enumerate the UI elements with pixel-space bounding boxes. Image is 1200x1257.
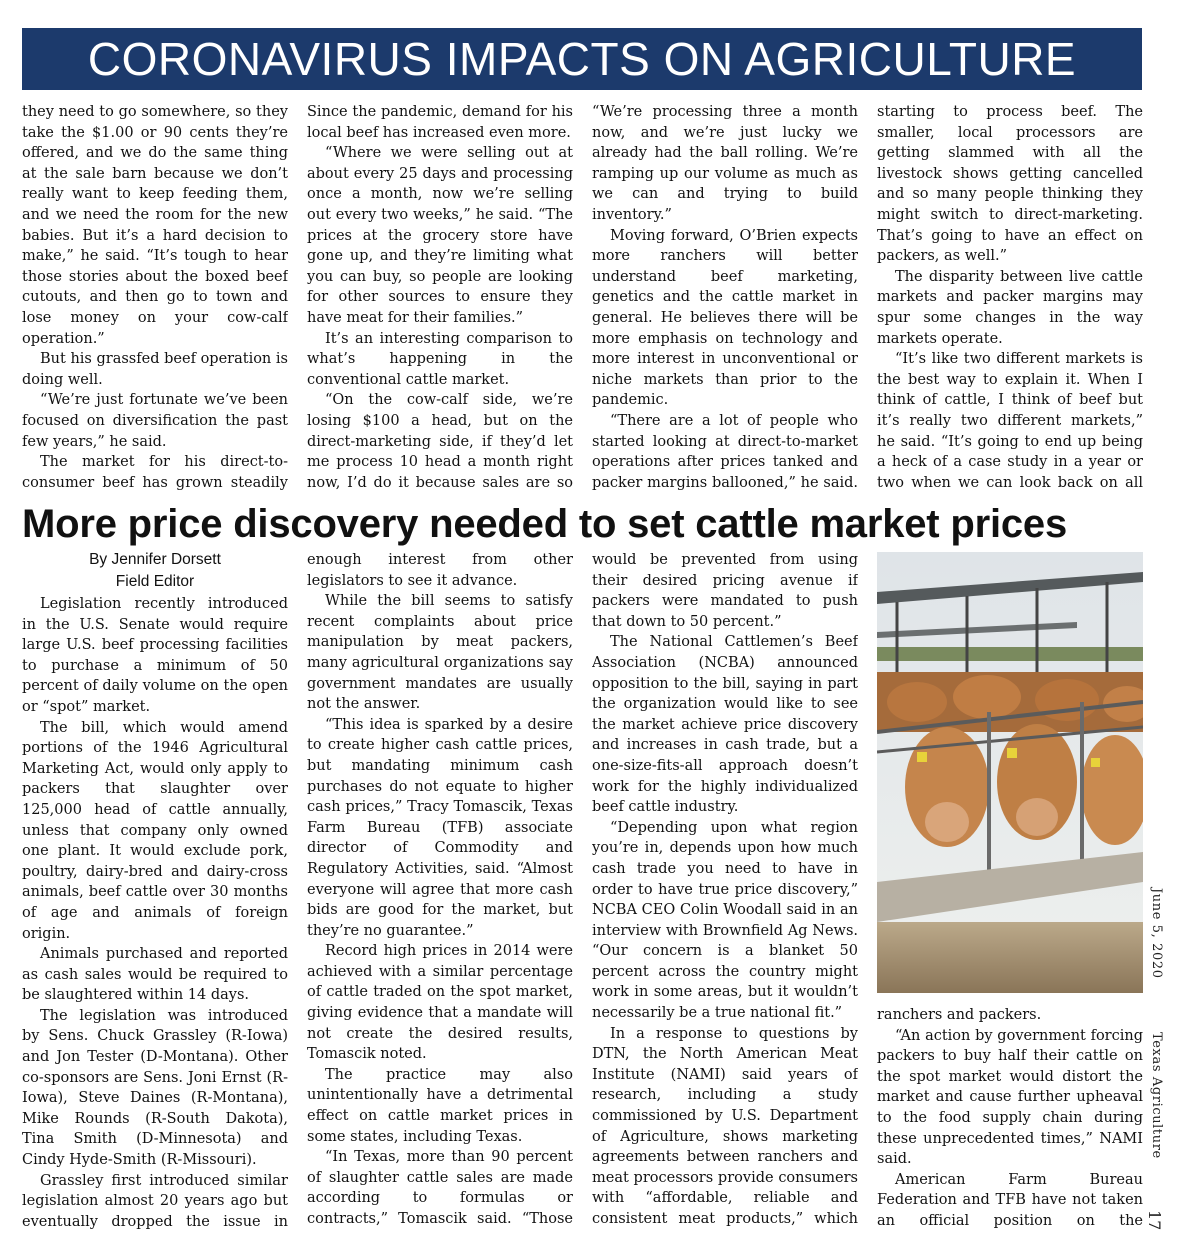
paragraph: While the bill seems to satisfy recent complaints about price manipulation by meat packers, many agricultural organizations say government mandates are usually not the answer. <box>307 593 573 713</box>
paragraph: The bill, which would amend portions of the 1946 Agricultural Marketing Act, would only apply to packers that slaughter over 125,000 head of cattle annually, unless that company only owned one plant. It would exclude pork, poultry, dairy-bred and dairy-cross animals, beef cattle over 30 months of age and animals of foreign origin. <box>22 719 288 942</box>
paragraph: The market for his direct-to-consumer beef has grown steadily <box>22 454 288 491</box>
main-article-column-4 <box>877 1005 1143 1233</box>
paragraph: “On the cow-calf side, we’re losing $100 a head, but on the direct-marketing side, if they’d let me process 10 head a month right now, I’d do it because sales are so <box>307 392 573 491</box>
paragraph: Record high prices in 2014 were achieved with a similar percentage of cattle traded on the spot market, giving evidence that a mandate will not create the desired results, Tomascik noted. <box>307 943 573 1063</box>
paragraph: ranchers and packers. <box>877 1007 1042 1023</box>
top-article-column-1 <box>22 102 288 494</box>
paragraph: “An action by government forcing packers to buy half their cattle on the spot market would distort the market and cause further upheaval to the food supply chain during these unprecedented times,” NAMI said. <box>877 1027 1143 1168</box>
paragraph: “There are a lot of people who started looking at direct-to-market operations after prices tanked and packer margins ballooned,” he said. <box>592 412 858 491</box>
cattle-feedlot-photo <box>877 552 1143 993</box>
paragraph: Animals purchased and reported as cash sales would be required to be slaughtered within 14 days. <box>22 946 288 1004</box>
paragraph: The National Cattlemen’s Beef Association (NCBA) announced opposition to the bill, saying in part the organization would like to see the market achieve price discovery and increases in cash trade, but a one-size-fits-all approach doesn’t work for the highly individualized beef cattle industry. <box>592 634 858 816</box>
section-banner <box>22 28 1142 90</box>
main-article-column-1 <box>22 550 288 1232</box>
paragraph: starting to process beef. The smaller, local processors are getting slammed with all the livestock shows getting cancelled and so many people thinking they might switch to direct-marketing. That’s going to have an effect on packers, as well.” <box>877 104 1143 265</box>
paragraph: enough interest from other legislators to see it advance. <box>307 552 573 589</box>
top-article-column-3 <box>592 102 858 494</box>
paragraph: The practice may also unintentionally have a detrimental effect on cattle market prices in some states, including Texas. <box>307 1066 573 1145</box>
issue-date: June 5, 2020 <box>1149 888 1164 979</box>
paragraph: American Farm Bureau Federation and TFB have not taken an official position on the <box>877 1171 1143 1229</box>
paragraph: “We’re processing three a month now, and we’re just lucky we already had the ball rolling. We’re ramping up our volume as much as we can and trying to build inventory.” <box>592 104 858 223</box>
paragraph: “We’re just fortunate we’ve been focused on diversification the past few years,” he said. <box>22 392 288 450</box>
paragraph: would be prevented from using their desired pricing avenue if packers were mandated to push that down to 50 percent.” <box>592 552 858 630</box>
paragraph: Since the pandemic, demand for his local beef has increased even more. <box>307 104 573 141</box>
paragraph: The legislation was introduced by Sens. Chuck Grassley (R-Iowa) and Jon Tester (D-Montana). Other co-sponsors are Sens. Joni Ernst (R-Iowa), Steve Daines (R-Montana), Mike Rounds (R-South Dakota), Tina Smith (D-Minnesota) and Cindy Hyde-Smith (R-Missouri). <box>22 1007 288 1169</box>
byline-title: Field Editor <box>115 573 195 590</box>
paragraph: Moving forward, O’Brien expects more ranchers will better understand beef marketing, genetics and the cattle market in general. He believes there will be more emphasis on technology and more interest in unconventional or niche markets than prior to the pandemic. <box>592 227 858 409</box>
paragraph: they need to go somewhere, so they take the $1.00 or 90 cents they’re offered, and we do the same thing at the sale barn because we don’t really want to keep feeding them, and we need the room for the new babies. But it’s a hard decision to make,” he said. “It’s tough to hear those stories about the boxed beef cutouts, and then go to town and lose money on your cow-calf operation.” <box>22 104 288 347</box>
main-article-column-2 <box>307 550 573 1232</box>
publication-name: Texas Agriculture <box>1149 1032 1164 1159</box>
top-article-column-2 <box>307 102 573 494</box>
byline-author: By Jennifer Dorsett <box>89 551 221 568</box>
article-headline: More price discovery needed to set cattle market prices <box>22 502 1067 546</box>
paragraph: The disparity between live cattle markets and packer margins may spur some changes in the way markets operate. <box>877 268 1143 347</box>
paragraph: “In Texas, more than 90 percent of slaughter cattle sales are made according to formulas or contracts,” Tomascik said. “Those <box>307 1149 573 1227</box>
section-title: CORONAVIRUS IMPACTS ON AGRICULTURE <box>87 33 1077 85</box>
paragraph: But his grassfed beef operation is doing well. <box>22 351 288 388</box>
paragraph: Grassley first introduced similar legislation almost 20 years ago but eventually dropped the issue in <box>22 1172 288 1230</box>
paragraph: “Where we were selling out at about every 25 days and processing once a month, now we’re selling out every two weeks,” he said. “The prices at the grocery store have gone up, and they’re limiting what you can buy, so people are looking for other sources to ensure they have meat for their families.” <box>307 145 573 326</box>
top-article-column-4 <box>877 102 1143 494</box>
paragraph: In a response to questions by DTN, the North American Meat Institute (NAMI) said years of research, including a study commissioned by U.S. Department of Agriculture, shows marketing agreements between ranchers and meat processors provide consumers with “affordable, reliable and consistent meat products,” which <box>592 1025 858 1227</box>
page-number: 17 <box>1145 1210 1164 1231</box>
paragraph: Legislation recently introduced in the U.S. Senate would require large U.S. beef processing facilities to purchase a minimum of 50 percent of daily volume on the open or “spot” market. <box>22 596 288 715</box>
paragraph: “Depending upon what region you’re in, depends upon how much cash trade you need to have in order to have true price discovery,” NCBA CEO Colin Woodall said in an interview with Brownfield Ag News. “Our concern is a blanket 50 percent across the country might work in some areas, but it wouldn’t necessarily be a true national fit.” <box>592 819 858 1022</box>
main-article-column-3 <box>592 550 858 1232</box>
paragraph: “It’s like two different markets is the best way to explain it. When I think of cattle, I think of beef but it’s really two different markets,” he said. “It’s going to end up being a heck of a case study in a year or two when we can look back on all <box>877 351 1143 491</box>
paragraph: It’s an interesting comparison to what’s happening in the conventional cattle market. <box>307 330 573 388</box>
paragraph: “This idea is sparked by a desire to create higher cash cattle prices, but mandating minimum cash purchases do not equate to higher cash prices,” Tracy Tomascik, Texas Farm Bureau (TFB) associate director of Commodity and Regulatory Activities, said. “Almost everyone will agree that more cash bids are good for the market, but they’re no guarantee.” <box>307 716 573 939</box>
